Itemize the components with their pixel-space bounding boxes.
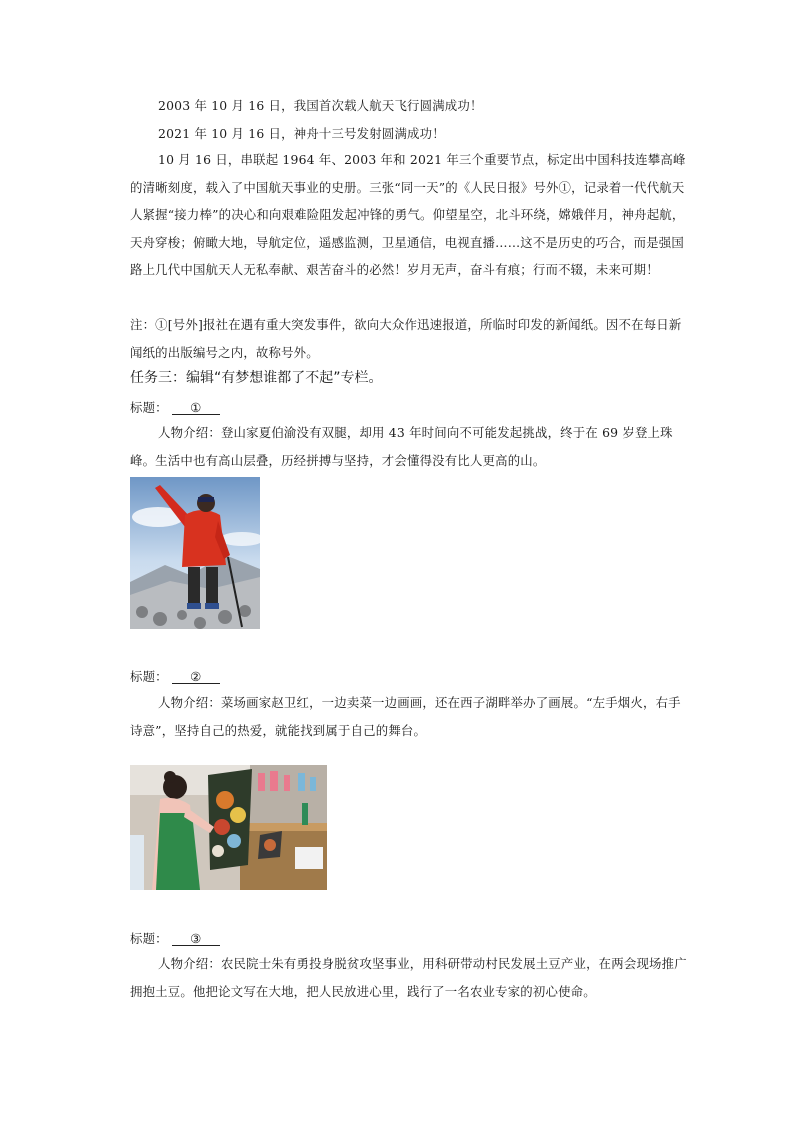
intro-line-1: 2003 年 10 月 16 日，我国首次载人航天飞行圆满成功！ xyxy=(158,98,483,113)
title-label: 标题： xyxy=(130,400,168,415)
photo-painter xyxy=(130,765,327,890)
title-2 xyxy=(130,667,220,685)
title-label: 标题： xyxy=(130,931,168,946)
title-label: 标题： xyxy=(130,669,168,684)
title-blank-3[interactable]: ③ xyxy=(172,932,220,946)
title-blank-2[interactable]: ② xyxy=(172,670,220,684)
title-blank-1[interactable]: ① xyxy=(172,401,220,415)
person-intro-3: 人物介绍：农民院士朱有勇投身脱贫攻坚事业，用科研带动村民发展土豆产业，在两会现场推广拥抱土豆。他把论文写在大地，把人民放进心里，践行了一名农业专家的初心使命。 xyxy=(130,956,687,999)
intro-line-2: 2021 年 10 月 16 日，神舟十三号发射圆满成功！ xyxy=(158,126,445,141)
footnote: 注：①[号外]报社在遇有重大突发事件，欲向大众作迅速报道，所临时印发的新闻纸。因不在每日新闻纸的出版编号之内，故称号外。 xyxy=(130,317,682,360)
person-intro-2: 人物介绍：菜场画家赵卫红，一边卖菜一边画画，还在西子湖畔举办了画展。“左手烟火，右手诗意”，坚持自己的热爱，就能找到属于自己的舞台。 xyxy=(130,695,681,738)
task-heading: 任务三：编辑“有梦想谁都了不起”专栏。 xyxy=(130,370,383,386)
person-intro-1: 人物介绍：登山家夏伯渝没有双腿，却用 43 年时间向不可能发起挑战，终于在 69 岁登上珠峰。生活中也有高山层叠，历经拼搏与坚持，才会懂得没有比人更高的山。 xyxy=(130,425,673,468)
title-1 xyxy=(130,398,220,416)
title-3 xyxy=(130,929,220,947)
intro-paragraph: 10 月 16 日，串联起 1964 年、2003 年和 2021 年三个重要节点，标定出中国科技连攀高峰的清晰刻度，载入了中国航天事业的史册。三张“同一天”的《人民日报》号外①，记录着一代代航天人紧握“接力棒”的决心和向艰难险阻发起冲锋的勇气。仰望星空，北斗环绕，嫦娥伴月，神舟起航，天舟穿梭；俯瞰大地，导航定位，遥感监测，卫星通信，电视直播……这不是历史的巧合，而是强国路上几代中国航天人无私奉献、艰苦奋斗的必然！岁月无声，奋斗有痕；行而不辍，未来可期！ xyxy=(130,152,686,277)
photo-climber xyxy=(130,477,260,629)
